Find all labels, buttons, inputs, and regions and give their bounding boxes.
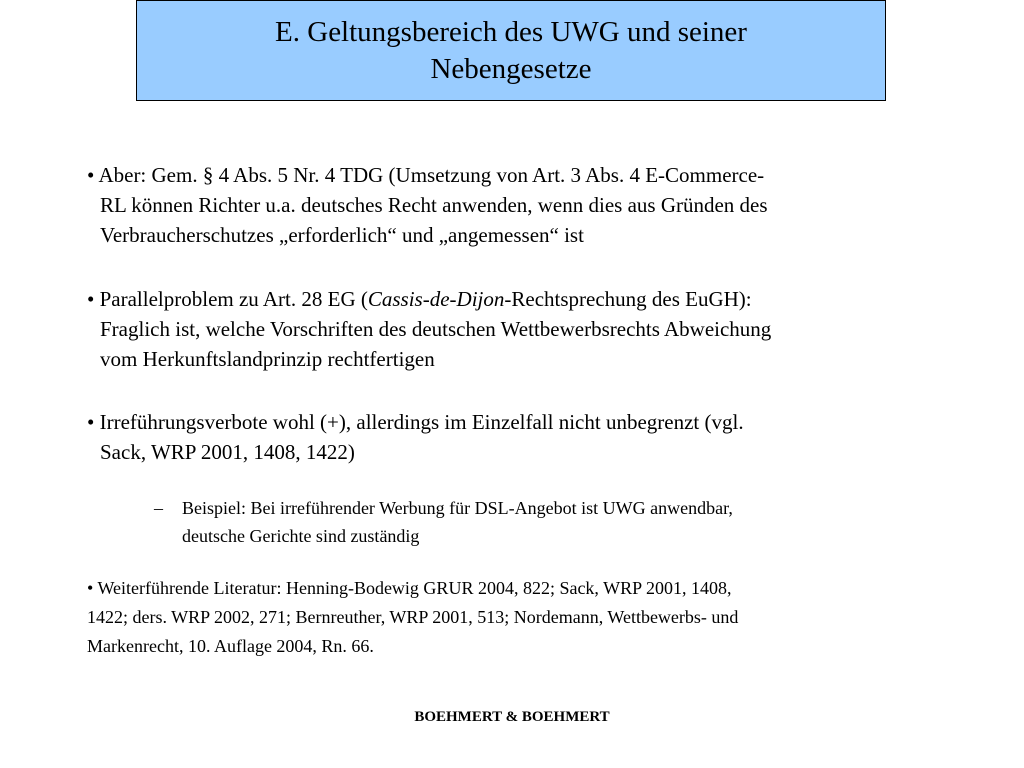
bullet-parallelproblem	[87, 284, 771, 374]
bullet-tdg-line-1	[87, 160, 768, 190]
bullet-literatur-line-1	[87, 574, 738, 603]
bullet-irrefuehrung	[87, 407, 744, 467]
bullet-irrefuehrung-line-2: Sack, WRP 2001, 1408, 1422)	[100, 440, 355, 464]
bullet-literatur-line-3: Markenrecht, 10. Auflage 2004, Rn. 66.	[87, 636, 374, 656]
bullet-parallelproblem-line-1	[87, 284, 771, 314]
bullet-irrefuehrung-line-1	[87, 407, 744, 437]
bullet-parallelproblem-line-3: vom Herkunftslandprinzip rechtfertigen	[100, 347, 435, 371]
bullet-symbol: •	[87, 578, 94, 598]
bullet-parallelproblem-post: -Rechtsprechung des EuGH):	[504, 287, 752, 311]
bullet-literatur	[87, 574, 738, 661]
bullet-literatur-text-1: Weiterführende Literatur: Henning-Bodewig GRUR 2004, 822; Sack, WRP 2001, 1408,	[97, 578, 732, 598]
sub-bullet-beispiel	[154, 494, 733, 550]
slide-title-line-2: Nebengesetze	[430, 52, 592, 85]
bullet-literatur-line-2: 1422; ders. WRP 2002, 271; Bernreuther, WRP 2001, 513; Nordemann, Wettbewerbs- und	[87, 607, 739, 627]
bullet-tdg	[87, 160, 768, 250]
slide-footer: BOEHMERT & BOEHMERT	[414, 709, 610, 725]
bullet-parallelproblem-italic: Cassis-de-Dijon	[367, 287, 505, 311]
slide-title-box	[136, 0, 886, 101]
bullet-tdg-text-1: Aber: Gem. § 4 Abs. 5 Nr. 4 TDG (Umsetzung von Art. 3 Abs. 4 E-Commerce-	[98, 163, 765, 187]
bullet-parallelproblem-line-2: Fraglich ist, welche Vorschriften des deutschen Wettbewerbsrechts Abweichung	[100, 317, 772, 341]
bullet-irrefuehrung-text-1: Irreführungsverbote wohl (+), allerdings im Einzelfall nicht unbegrenzt (vgl.	[99, 410, 744, 434]
bullet-symbol: •	[87, 287, 95, 311]
bullet-tdg-line-3: Verbraucherschutzes „erforderlich“ und „angemessen“ ist	[100, 223, 584, 247]
bullet-parallelproblem-pre: Parallelproblem zu Art. 28 EG (	[99, 287, 368, 311]
bullet-tdg-line-2: RL können Richter u.a. deutsches Recht anwenden, wenn dies aus Gründen des	[100, 193, 768, 217]
bullet-symbol: •	[87, 410, 95, 434]
sub-bullet-line-2: deutsche Gerichte sind zuständig	[182, 526, 420, 546]
bullet-symbol: •	[87, 163, 95, 187]
sub-bullet-line-1: Beispiel: Bei irreführender Werbung für DSL-Angebot ist UWG anwendbar,	[182, 498, 733, 518]
slide-title-line-1: E. Geltungsbereich des UWG und seiner	[275, 15, 747, 48]
sub-bullet-dash: –	[154, 498, 163, 518]
